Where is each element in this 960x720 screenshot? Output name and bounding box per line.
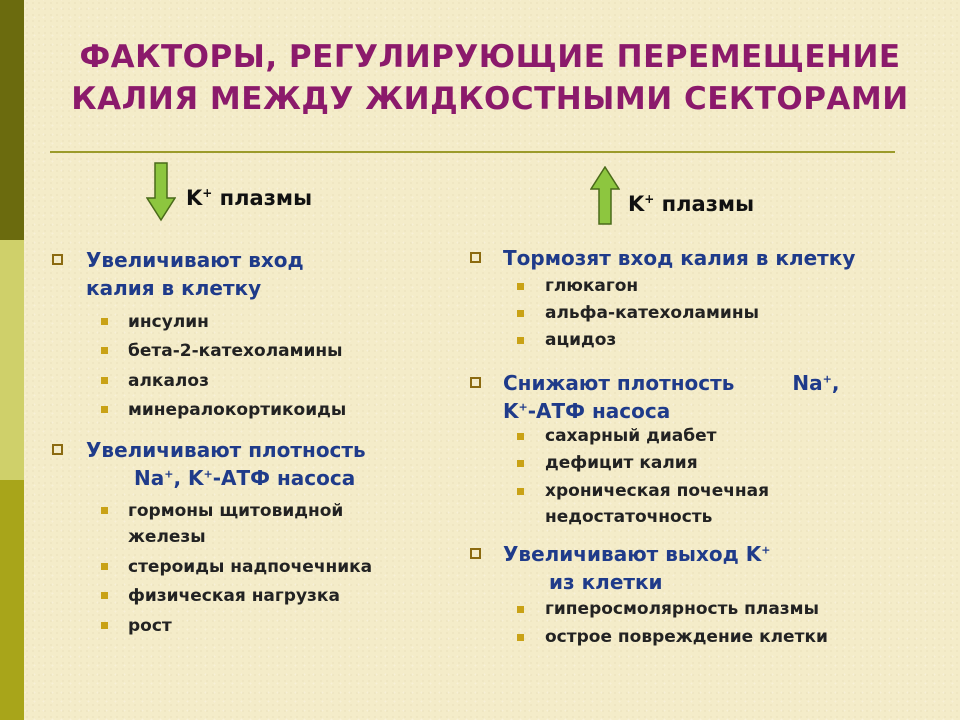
left-group-2-item-line: железы [128, 527, 206, 547]
bullet-level2 [517, 488, 524, 495]
bullet-level1 [52, 444, 63, 455]
right-group-2-item-line: недостаточность [545, 507, 713, 527]
left-group-2-item: стероиды надпочечника [128, 557, 373, 577]
bullet-level2 [517, 634, 524, 641]
left-group-1-item: бета-2-катехоламины [128, 341, 343, 361]
bullet-level2 [101, 592, 108, 599]
bullet-level2 [101, 622, 108, 629]
right-group-2-item-line: хроническая почечная [545, 481, 770, 501]
right-group-1-item: альфа-катехоламины [545, 303, 759, 323]
left-group-1-item: алкалоз [128, 371, 209, 391]
bullet-level2 [101, 318, 108, 325]
bullet-level2 [101, 377, 108, 384]
bullet-level2 [101, 347, 108, 354]
bullet-level2 [101, 563, 108, 570]
left-group-1-label [86, 246, 304, 302]
sup-plus: + [164, 467, 174, 481]
bullet-level1 [470, 377, 481, 388]
bullet-level2 [101, 406, 108, 413]
right-group-2-item: сахарный диабет [545, 426, 717, 446]
left-group-2-item: рост [128, 616, 172, 636]
right-heading-rest: плазмы [654, 192, 755, 216]
bullet-level2 [101, 507, 108, 514]
left-group-2-item-line: гормоны щитовидной [128, 501, 344, 521]
bullet-level2 [517, 460, 524, 467]
sup-plus: + [203, 467, 213, 481]
bullet-level1 [470, 252, 481, 263]
right-group-1-item: ацидоз [545, 330, 617, 350]
k-text: K [503, 399, 519, 423]
right-group-3-line-1 [503, 540, 770, 568]
bullet-level2 [517, 433, 524, 440]
sup-plus: + [761, 543, 771, 557]
decor-strip-middle [0, 240, 24, 480]
sup-plus: + [822, 372, 832, 386]
left-heading-rest: плазмы [212, 186, 313, 210]
right-group-3-item: острое повреждение клетки [545, 627, 828, 647]
bullet-level2 [517, 283, 524, 290]
right-group-3-line-2: из клетки [549, 570, 663, 594]
decor-strip-top [0, 0, 24, 240]
bullet-level1 [52, 254, 63, 265]
left-heading-sup: + [202, 186, 213, 200]
na-text: Na [792, 371, 823, 395]
pump-text: -АТФ насоса [527, 399, 671, 423]
increase-exit-text: Увеличивают выход K [503, 542, 762, 566]
left-group-1-line-1: Увеличивают вход [86, 248, 304, 272]
bullet-level2 [517, 337, 524, 344]
slide-title [40, 36, 940, 120]
decor-strip-bottom [0, 480, 24, 720]
left-group-1-item: минералокортикоиды [128, 400, 347, 420]
right-group-3-item: гиперосмолярность плазмы [545, 599, 819, 619]
right-group-2-line-2 [503, 397, 839, 425]
bullet-level2 [517, 606, 524, 613]
right-group-2-label [503, 369, 839, 425]
left-group-1-item: инсулин [128, 312, 209, 332]
right-heading-sup: + [644, 192, 655, 206]
bullet-level2 [517, 310, 524, 317]
pump-text: -АТФ насоса [212, 466, 356, 490]
right-group-1-label: Тормозят вход калия в клетку [503, 246, 856, 270]
arrow-down-icon [146, 162, 176, 222]
sup-plus: + [518, 400, 528, 414]
left-group-2-item [128, 498, 343, 550]
left-group-2-line-2 [86, 464, 366, 492]
na-text: Na [134, 466, 165, 490]
left-heading-k: K [186, 186, 203, 210]
left-group-2-label [86, 436, 366, 492]
right-heading-k: K [628, 192, 645, 216]
right-heading [628, 192, 754, 216]
left-group-2-item: физическая нагрузка [128, 586, 340, 606]
right-group-2-item: дефицит калия [545, 453, 698, 473]
right-group-1-item: глюкагон [545, 276, 639, 296]
right-group-2-item [545, 478, 769, 530]
bullet-level1 [470, 548, 481, 559]
left-group-2-line-1: Увеличивают плотность [86, 438, 366, 462]
title-divider [50, 151, 895, 153]
left-heading [186, 186, 312, 210]
title-line-2: КАЛИЯ МЕЖДУ ЖИДКОСТНЫМИ СЕКТОРАМИ [71, 81, 909, 117]
comma-text: , [831, 371, 840, 395]
right-group-3-label [503, 540, 770, 596]
arrow-up-icon [590, 166, 620, 226]
left-group-1-line-2: калия в клетку [86, 276, 262, 300]
right-group-2-line-1 [503, 369, 839, 397]
k-text: , K [173, 466, 204, 490]
title-line-1: ФАКТОРЫ, РЕГУЛИРУЮЩИЕ ПЕРЕМЕЩЕНИЕ [79, 39, 901, 75]
reduce-text: Снижают плотность [503, 371, 735, 395]
